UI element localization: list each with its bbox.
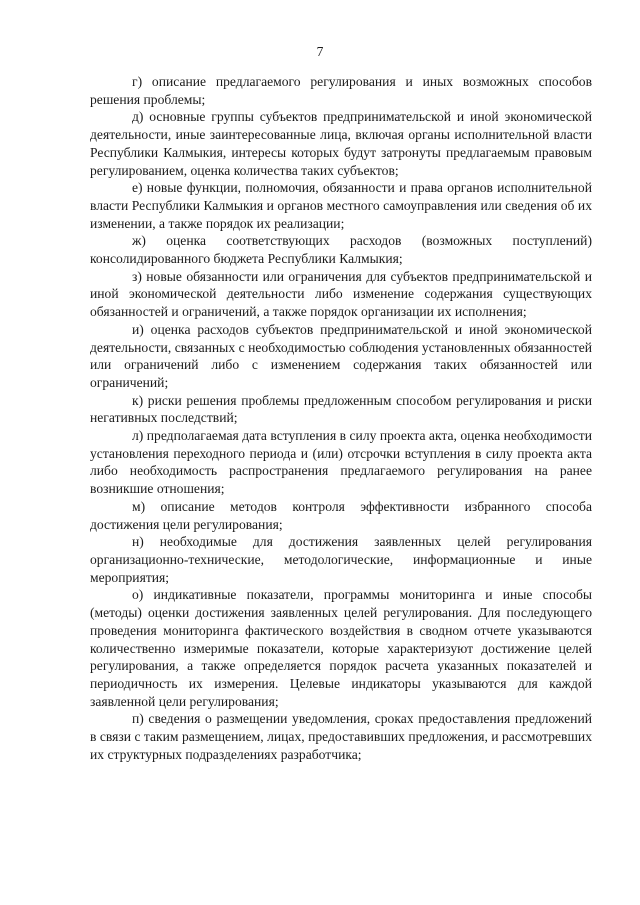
paragraph-z: з) новые обязанности или ограничения для субъектов предпринимательской и иной экономической деятельности либо изменение содержания существующих обязанностей и ограничений, а также порядок организации их исполнения;: [90, 268, 592, 320]
page-number: 7: [316, 44, 324, 59]
paragraph-p: п) сведения о размещении уведомления, сроках предоставления предложений в связи с таким размещением, лицах, предоставивших предложения, и рассмотревших их структурных подразделениях разработчика;: [90, 711, 592, 762]
paragraph-d: д) основные группы субъектов предпринимательской и иной экономической деятельности, иные заинтересованные лица, включая органы исполнительной власти Республики Калмыкия, интересы которых будут затронуты предлагаемым правовым регулированием, оценка количества таких субъектов;: [90, 109, 592, 178]
paragraph-n: н) необходимые для достижения заявленных целей регулирования организационно-технические, методологические, информационные и иные мероприятия;: [90, 534, 592, 585]
paragraph-i: и) оценка расходов субъектов предпринимательской и иной экономической деятельности, связанных с необходимостью соблюдения установленных обязанностей или ограничений либо с изменением содержания таких обязанностей или ограничений;: [90, 321, 592, 390]
paragraph-o: о) индикативные показатели, программы мониторинга и иные способы (методы) оценки достижения заявленных целей регулирования. Для последующего проведения мониторинга фактического воздействия в сводном отчете указываются количественно измеримые показатели, которые характеризуют достижение целей регулирования, а также определяется порядок расчета указанных показателей и периодичность их измерения. Целевые индикаторы указываются для каждой заявленной цели регулирования;: [90, 587, 592, 709]
paragraph-l: л) предполагаемая дата вступления в силу проекта акта, оценка необходимости установления переходного периода и (или) отсрочки вступления в силу проекта акта либо необходимость распространения предлагаемого регулирования на ранее возникшие отношения;: [90, 428, 592, 497]
paragraph-m: м) описание методов контроля эффективности избранного способа достижения цели регулирования;: [90, 498, 592, 532]
paragraph-e: е) новые функции, полномочия, обязанности и права органов исполнительной власти Республики Калмыкия и органов местного самоуправления или сведения об их изменении, а также порядок их реализации;: [90, 180, 592, 231]
paragraph-g: г) описание предлагаемого регулирования и иных возможных способов решения проблемы;: [90, 74, 592, 107]
document-body: [90, 73, 592, 763]
paragraph-k: к) риски решения проблемы предложенным способом регулирования и риски негативных последствий;: [90, 392, 592, 426]
paragraph-zh: ж) оценка соответствующих расходов (возможных поступлений) консолидированного бюджета Республики Калмыкия;: [90, 233, 592, 267]
